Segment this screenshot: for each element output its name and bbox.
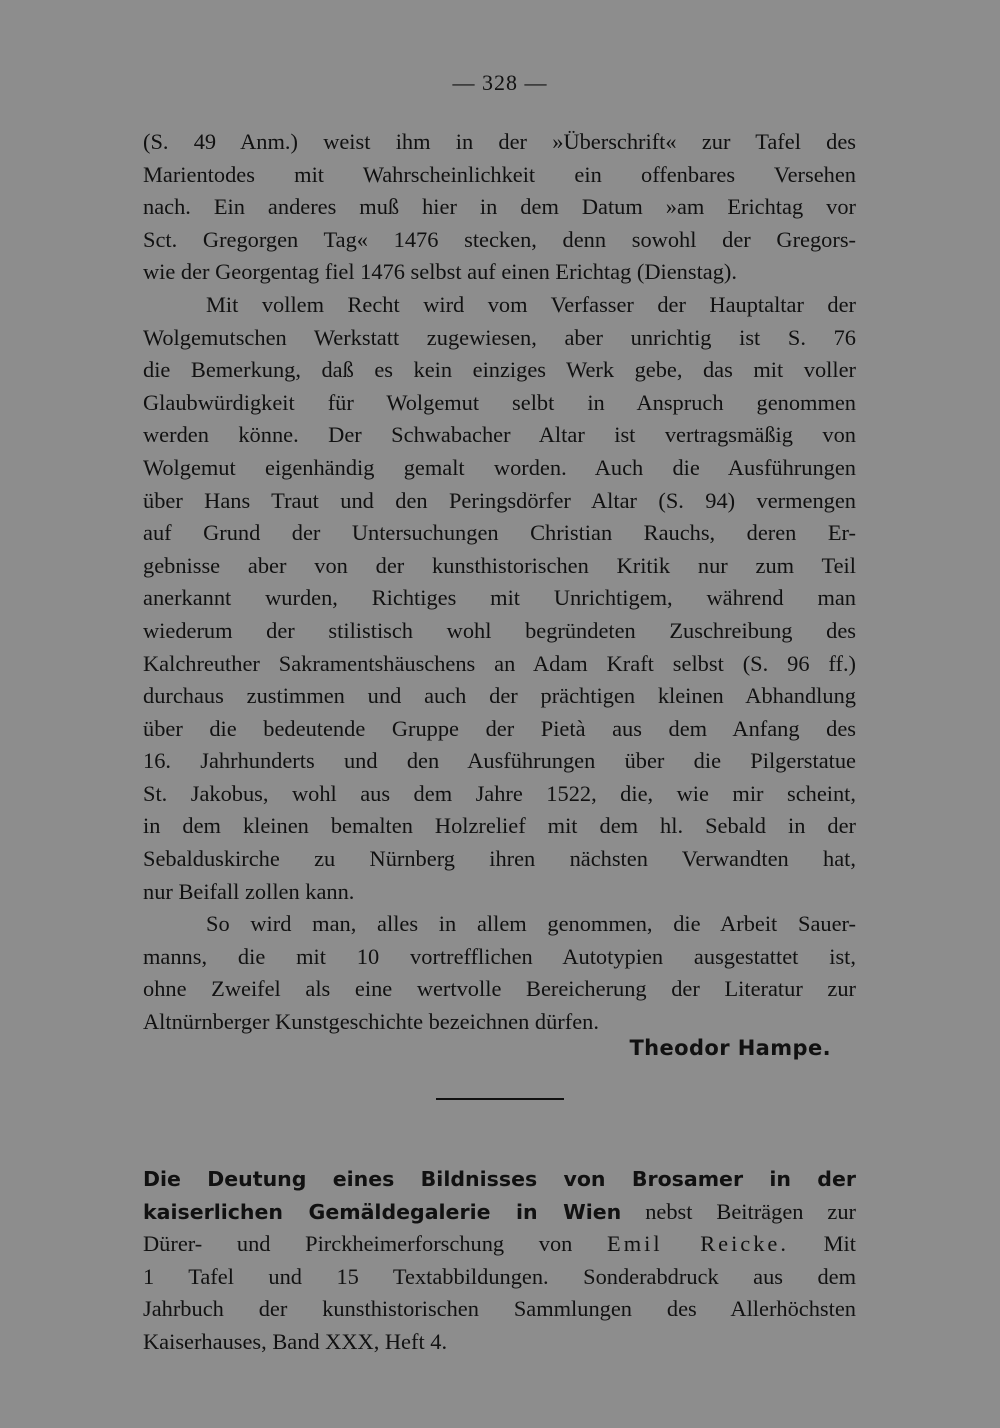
title-line: kaiserlichen Gemäldegalerie in Wien [143, 1199, 622, 1224]
title-line: Die Deutung eines Bildnisses von Brosamer in der [143, 1167, 856, 1191]
text-line: Jahrbuch der kunsthistorischen Sammlungen des Allerhöchsten [143, 1296, 856, 1322]
text-line: Sct. Gregorgen Tag« 1476 stecken, denn sowohl der Gregors- [143, 226, 856, 252]
text-fragment: Dürer- und Pirckheimerforschung von [143, 1231, 608, 1257]
text-line: Wolgemutschen Werkstatt zugewiesen, aber unrichtig ist S. 76 [143, 324, 856, 350]
text-line: Kaiserhauses, Band XXX, Heft 4. [143, 1328, 448, 1354]
author-name: Emil Reicke. [607, 1231, 789, 1257]
text-line: Altnürnberger Kunstgeschichte bezeichnen dürfen. [143, 1009, 599, 1035]
text-line: Kalchreuther Sakramentshäuschens an Adam Kraft selbst (S. 96 ff.) [143, 650, 856, 676]
text-line: Sebalduskirche zu Nürnberg ihren nächsten Verwandten hat, [143, 846, 856, 872]
text-line: über die bedeutende Gruppe der Pietà aus dem Anfang des [143, 715, 856, 741]
text-line: nach. Ein anderes muß hier in dem Datum »am Erichtag vor [143, 194, 856, 220]
text-line: durchaus zustimmen und auch der prächtigen kleinen Abhandlung [143, 683, 856, 709]
paragraph-start-line: So wird man, alles in allem genommen, die Arbeit Sauer- [206, 911, 856, 937]
text-line: Marientodes mit Wahrscheinlichkeit ein offenbares Versehen [143, 161, 856, 187]
text-line: 1 Tafel und 15 Textabbildungen. Sonderabdruck aus dem [143, 1263, 856, 1289]
text-line: nur Beifall zollen kann. [143, 878, 355, 904]
text-line: werden könne. Der Schwabacher Altar ist vertragsmäßig von [143, 422, 856, 448]
text-line: in dem kleinen bemalten Holzrelief mit dem hl. Sebald in der [143, 813, 856, 839]
text-line: über Hans Traut und den Peringsdörfer Altar (S. 94) vermengen [143, 487, 856, 513]
text-line [143, 1228, 856, 1261]
text-line: anerkannt wurden, Richtiges mit Unrichtigem, während man [143, 585, 856, 611]
next-review-heading [143, 1163, 856, 1359]
text-line: auf Grund der Untersuchungen Christian Rauchs, deren Er- [143, 520, 856, 546]
text-line: ohne Zweifel als eine wertvolle Bereicherung der Literatur zur [143, 976, 856, 1002]
text-line: (S. 49 Anm.) weist ihm in der »Überschrift« zur Tafel des [143, 129, 856, 154]
text-line: Glaubwürdigkeit für Wolgemut selbt in Anspruch genommen [143, 389, 856, 415]
text-line: wie der Georgentag fiel 1476 selbst auf einen Erichtag (Dienstag). [143, 259, 737, 285]
text-line [143, 1196, 856, 1229]
paragraph-start-line: Mit vollem Recht wird vom Verfasser der Hauptaltar der [206, 291, 856, 317]
section-divider [436, 1098, 564, 1100]
text-line: wiederum der stilistisch wohl begründeten Zuschreibung des [143, 617, 856, 643]
page-number: — 328 — [452, 70, 548, 95]
text-line: St. Jakobus, wohl aus dem Jahre 1522, die, wie mir scheint, [143, 780, 856, 806]
text-line: gebnisse aber von der kunsthistorischen Kritik nur zum Teil [143, 552, 856, 578]
text-fragment: Mit [788, 1231, 856, 1257]
text-line: 16. Jahrhunderts und den Ausführungen über die Pilgerstatue [143, 748, 856, 774]
text-line: die Bemerkung, daß es kein einziges Werk gebe, das mit voller [143, 357, 856, 383]
text-line: Wolgemut eigenhändig gemalt worden. Auch die Ausführungen [143, 454, 856, 480]
text-fragment: nebst Beiträgen zur [621, 1198, 856, 1224]
review-text [143, 126, 856, 1039]
signature: Theodor Hampe. [629, 1036, 831, 1060]
text-line: manns, die mit 10 vortrefflichen Autotypien ausgestattet ist, [143, 943, 856, 969]
